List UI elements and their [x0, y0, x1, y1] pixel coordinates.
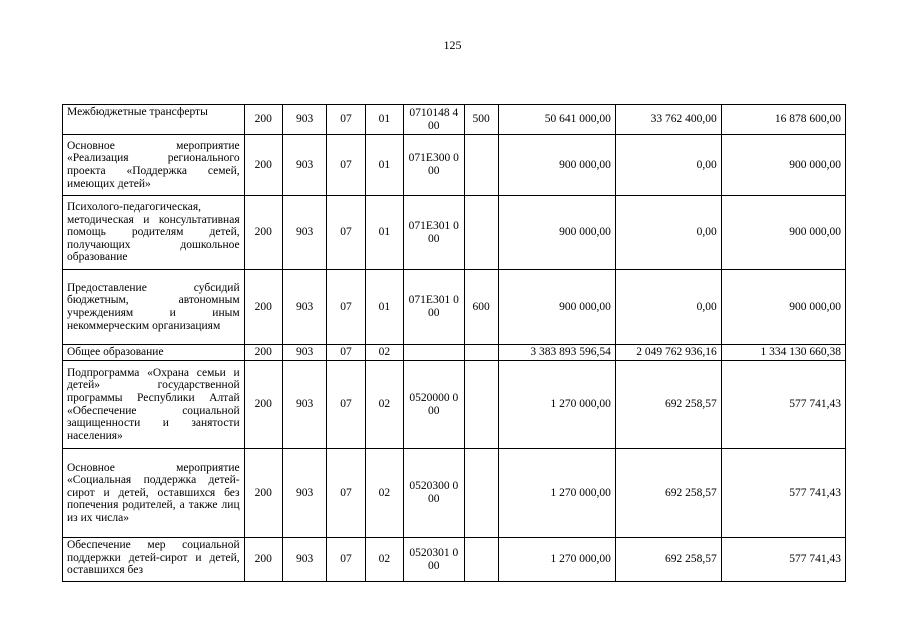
expense-kind: 600	[464, 270, 498, 345]
ministry-code: 903	[282, 449, 326, 538]
section-code: 07	[327, 270, 365, 345]
sum-regional: 577 741,43	[721, 449, 845, 538]
sum-federal: 0,00	[615, 270, 721, 345]
section-code: 07	[327, 345, 365, 361]
sum-federal: 692 258,57	[615, 449, 721, 538]
section-code: 07	[327, 449, 365, 538]
sum-total: 900 000,00	[498, 135, 615, 196]
sum-total: 50 641 000,00	[498, 105, 615, 135]
sum-regional: 16 878 600,00	[721, 105, 845, 135]
target-code: 0710148 400	[403, 105, 464, 135]
row-name: Основное мероприятие «Социальная поддержка детей-сирот и детей, оставшихся без попечения родителей, а также лиц из их числа»	[63, 449, 245, 538]
target-code: 0520301 000	[403, 538, 464, 582]
section-code: 07	[327, 196, 365, 270]
admin-code: 200	[244, 105, 282, 135]
expense-kind	[464, 449, 498, 538]
table-row	[63, 135, 846, 196]
sum-federal: 692 258,57	[615, 538, 721, 582]
ministry-code: 903	[282, 538, 326, 582]
admin-code: 200	[244, 270, 282, 345]
sum-total: 1 270 000,00	[498, 538, 615, 582]
admin-code: 200	[244, 135, 282, 196]
ministry-code: 903	[282, 270, 326, 345]
subsection-code: 02	[365, 345, 403, 361]
row-name: Основное мероприятие «Реализация регионального проекта «Поддержка семей, имеющих детей»	[63, 135, 245, 196]
admin-code: 200	[244, 449, 282, 538]
target-code: 071E301 000	[403, 196, 464, 270]
sum-regional: 577 741,43	[721, 538, 845, 582]
subsection-code: 01	[365, 135, 403, 196]
row-name: Обеспечение мер социальной поддержки детей-сирот и детей, оставшихся без	[63, 538, 245, 582]
expense-kind	[464, 345, 498, 361]
ministry-code: 903	[282, 196, 326, 270]
sum-federal: 2 049 762 936,16	[615, 345, 721, 361]
sum-federal: 33 762 400,00	[615, 105, 721, 135]
subsection-code: 02	[365, 538, 403, 582]
ministry-code: 903	[282, 135, 326, 196]
target-code	[403, 345, 464, 361]
target-code: 071E301 000	[403, 270, 464, 345]
table-row	[63, 196, 846, 270]
target-code: 071E300 000	[403, 135, 464, 196]
ministry-code: 903	[282, 105, 326, 135]
sum-total: 3 383 893 596,54	[498, 345, 615, 361]
admin-code: 200	[244, 361, 282, 449]
row-name: Подпрограмма «Охрана семьи и детей» государственной программы Республики Алтай «Обеспечение социальной защищенности и занятости населения»	[63, 361, 245, 449]
target-code: 0520000 000	[403, 361, 464, 449]
table-row	[63, 345, 846, 361]
sum-federal: 0,00	[615, 135, 721, 196]
subsection-code: 01	[365, 196, 403, 270]
sum-federal: 692 258,57	[615, 361, 721, 449]
sum-regional: 900 000,00	[721, 135, 845, 196]
sum-regional: 1 334 130 660,38	[721, 345, 845, 361]
sum-total: 1 270 000,00	[498, 361, 615, 449]
expense-kind: 500	[464, 105, 498, 135]
row-name: Психолого-педагогическая, методическая и консультативная помощь родителям детей, получающих дошкольное образование	[63, 196, 245, 270]
row-name: Общее образование	[63, 345, 245, 361]
admin-code: 200	[244, 196, 282, 270]
section-code: 07	[327, 135, 365, 196]
section-code: 07	[327, 361, 365, 449]
target-code: 0520300 000	[403, 449, 464, 538]
ministry-code: 903	[282, 345, 326, 361]
expense-kind	[464, 538, 498, 582]
sum-federal: 0,00	[615, 196, 721, 270]
sum-regional: 900 000,00	[721, 196, 845, 270]
table-row	[63, 538, 846, 582]
sum-total: 900 000,00	[498, 270, 615, 345]
row-name: Межбюджетные трансферты	[63, 105, 245, 135]
table-row	[63, 449, 846, 538]
page-number: 125	[443, 38, 462, 52]
admin-code: 200	[244, 345, 282, 361]
sum-total: 1 270 000,00	[498, 449, 615, 538]
expense-kind	[464, 135, 498, 196]
budget-table	[62, 104, 846, 582]
sum-regional: 900 000,00	[721, 270, 845, 345]
expense-kind	[464, 196, 498, 270]
subsection-code: 02	[365, 449, 403, 538]
sum-regional: 577 741,43	[721, 361, 845, 449]
subsection-code: 01	[365, 270, 403, 345]
ministry-code: 903	[282, 361, 326, 449]
section-code: 07	[327, 538, 365, 582]
table-row	[63, 361, 846, 449]
table-row	[63, 105, 846, 135]
sum-total: 900 000,00	[498, 196, 615, 270]
subsection-code: 01	[365, 105, 403, 135]
table-row	[63, 270, 846, 345]
subsection-code: 02	[365, 361, 403, 449]
expense-kind	[464, 361, 498, 449]
row-name: Предоставление субсидий бюджетным, автономным учреждениям и иным некоммерческим организациям	[63, 270, 245, 345]
admin-code: 200	[244, 538, 282, 582]
section-code: 07	[327, 105, 365, 135]
